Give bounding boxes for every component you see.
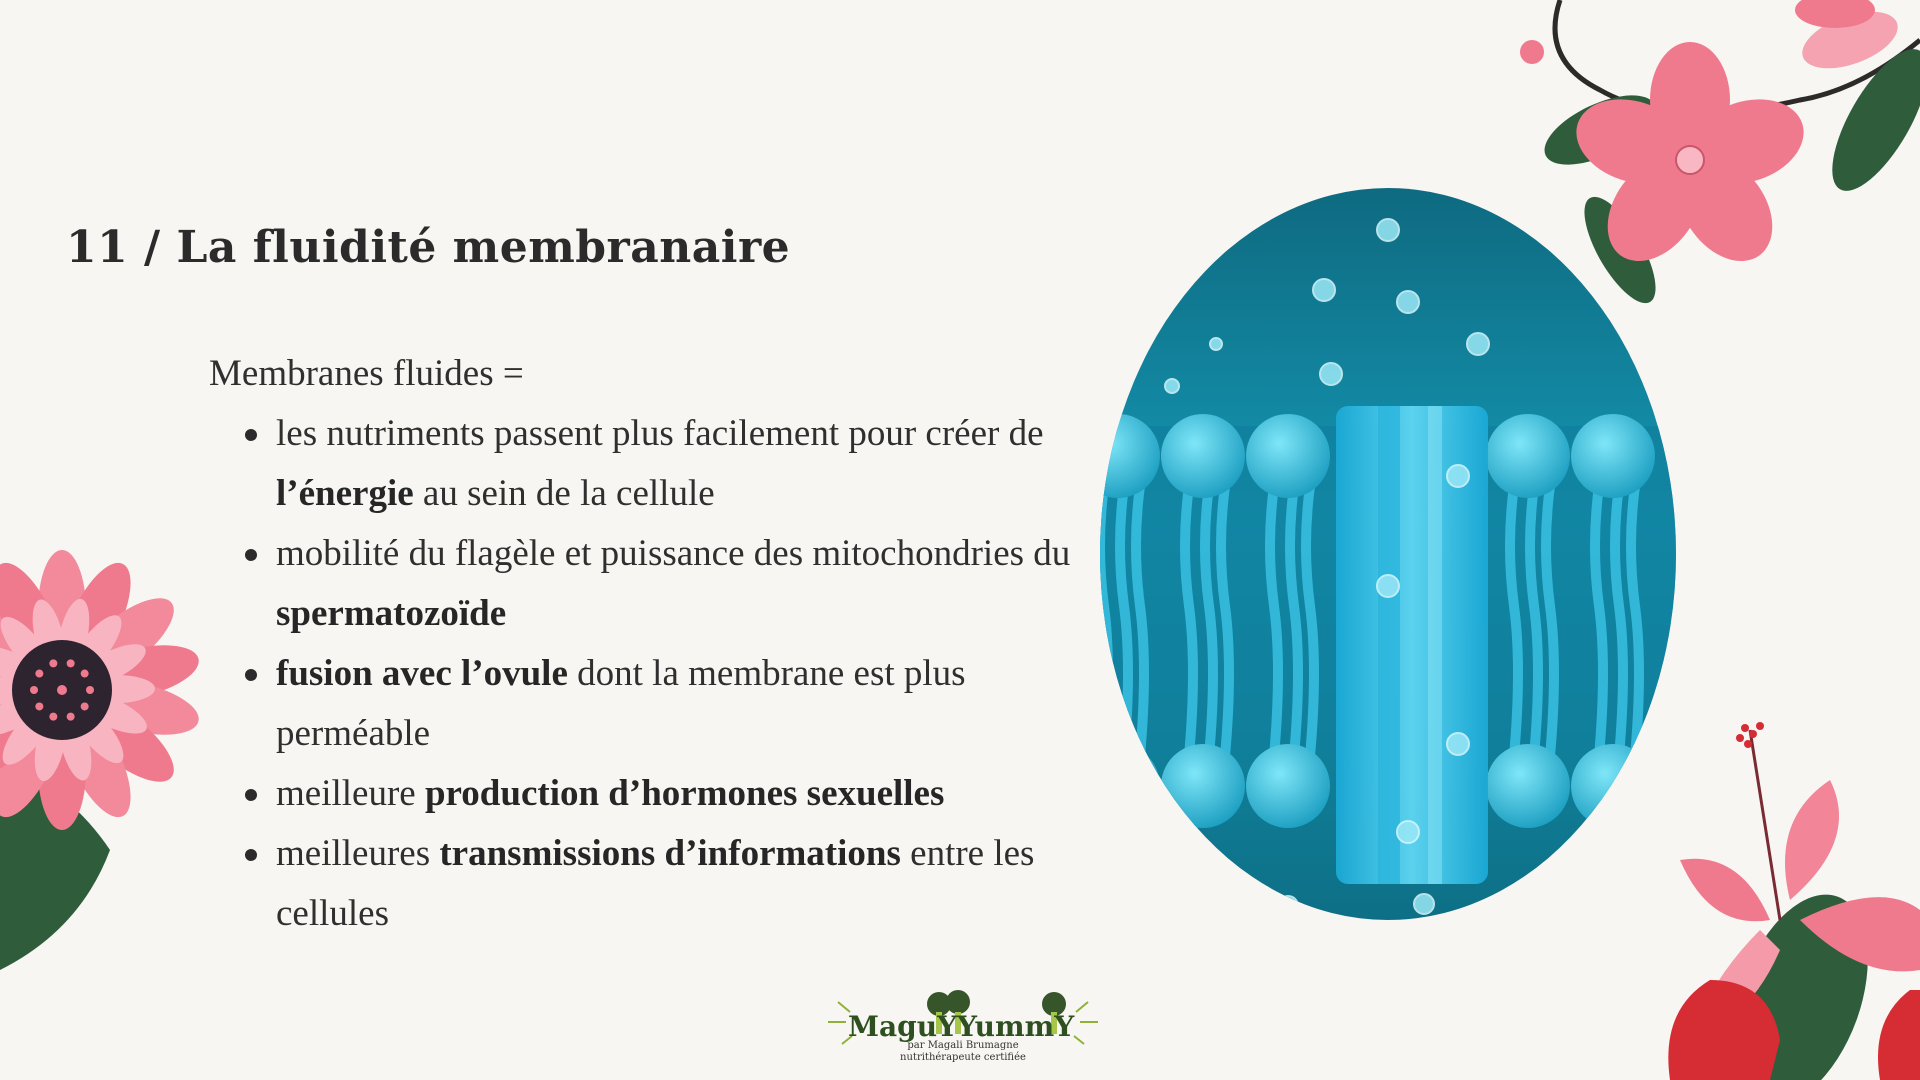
bullet-text: meilleure xyxy=(276,773,425,814)
logo-name: MaguYYummY xyxy=(848,1010,1075,1043)
intro-text: Membranes fluides = xyxy=(209,353,524,394)
bullet-item xyxy=(276,824,1109,944)
flower-top-right-decoration xyxy=(1520,0,1920,320)
bullet-text: les nutriments passent plus facilement pour créer de xyxy=(276,413,1044,454)
slide-content xyxy=(209,344,1109,944)
brand-logo xyxy=(818,982,1108,1064)
bullet-text: meilleures xyxy=(276,833,440,874)
logo-subtitle-line1: par Magali Brumagne xyxy=(907,1040,1019,1051)
bullet-item xyxy=(276,764,1109,824)
bullet-emphasis: l’énergie xyxy=(276,473,414,514)
flower-bottom-right-decoration xyxy=(1650,720,1920,1080)
bullet-item xyxy=(276,644,1109,764)
bullet-emphasis: production d’hormones sexuelles xyxy=(424,773,945,814)
bullet-text: mobilité du flagèle et puissance des mitochondries du xyxy=(276,533,1071,574)
bullet-emphasis: fusion avec l’ovule xyxy=(276,653,568,694)
bullet-text: dont la membrane est plus perméable xyxy=(276,653,966,754)
bullet-item xyxy=(276,404,1109,524)
bullet-list xyxy=(209,404,1109,944)
slide-title: 11 / La fluidité membranaire xyxy=(66,222,791,273)
flower-left-decoration xyxy=(0,530,230,970)
logo-subtitle-line2: nutrithérapeute certifiée xyxy=(900,1052,1026,1063)
bullet-emphasis: spermatozoïde xyxy=(276,593,507,634)
bullet-emphasis: transmissions d’informations xyxy=(439,833,901,874)
bullet-text: entre les cellules xyxy=(276,833,1035,934)
bullet-item xyxy=(276,524,1109,644)
bullet-text: au sein de la cellule xyxy=(413,473,715,514)
